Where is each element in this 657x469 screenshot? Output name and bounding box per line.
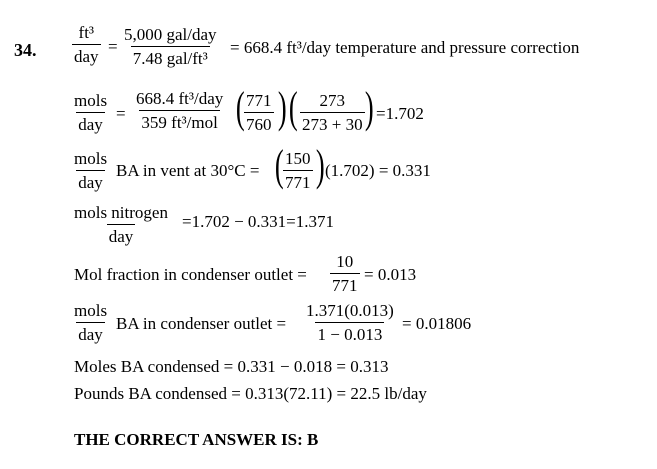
line5-label-text: Mol fraction in condenser outlet = [74,265,307,284]
line3-label-text: BA in vent at 30°C = [116,161,260,180]
line3-result-text: (1.702) = 0.331 [325,161,431,180]
fraction-numerator: 273 [319,91,346,110]
fraction-gal-conversion [122,26,219,68]
fraction-numerator: 10 [336,252,354,271]
left-paren: ( [235,83,245,132]
fraction-numerator: 668.4 ft³/day [136,89,224,108]
fraction-denominator: 760 [244,112,274,134]
fraction-volume-per-molar-volume [134,90,225,132]
equals-sign: = [116,104,126,123]
fraction-numerator: mols nitrogen [74,203,168,222]
fraction-numerator: 150 [285,149,311,168]
fraction-denominator: 771 [283,170,313,192]
equals-sign: = [108,37,118,56]
fraction-numerator: 5,000 gal/day [124,25,217,44]
line6-label-text: BA in condenser outlet = [116,314,287,333]
fraction-denominator: 771 [330,273,360,295]
fraction-denominator: 359 ft³/mol [139,110,219,132]
fraction-denominator: day [72,44,101,66]
fraction-mol-fraction [330,253,360,295]
line6-result-text: = 0.01806 [402,314,472,333]
fraction-mole-ratio [283,150,313,192]
fraction-denominator: day [76,112,105,134]
fraction-denominator: day [76,322,105,344]
line2-result-text: =1.702 [376,104,424,123]
line1-result-text: = 668.4 ft³/day temperature and pressure correction [230,38,580,57]
fraction-numerator: 771 [246,91,272,110]
fraction-denominator: 1 − 0.013 [315,322,384,344]
question-number: 34. [14,40,37,60]
fraction-numerator: mols [74,149,108,168]
fraction-ft3-per-day [72,24,101,66]
left-paren: ( [288,83,298,132]
correct-answer: THE CORRECT ANSWER IS: B [74,430,319,449]
fraction-temperature-ratio [300,92,365,134]
right-paren: ) [277,83,287,132]
fraction-numerator: ft³ [78,23,95,42]
line5-result-text: = 0.013 [364,265,417,284]
fraction-mols-per-day [72,150,109,192]
right-paren: ) [364,83,374,132]
fraction-mols-nitrogen-per-day [72,204,170,246]
right-paren: ) [315,141,325,190]
fraction-numerator: 1.371(0.013) [306,301,394,320]
fraction-mols-per-day [72,302,109,344]
left-paren: ( [274,141,284,190]
fraction-pressure-ratio [244,92,274,134]
fraction-condenser-outlet [304,302,396,344]
fraction-denominator: 7.48 gal/ft³ [131,46,210,68]
line4-result-text: =1.702 − 0.331=1.371 [182,212,335,231]
fraction-denominator: day [107,224,136,246]
fraction-numerator: mols [74,91,108,110]
fraction-numerator: mols [74,301,108,320]
line8-text: Pounds BA condensed = 0.313(72.11) = 22.5 lb/day [74,384,427,403]
fraction-denominator: 273 + 30 [300,112,365,134]
line7-text: Moles BA condensed = 0.331 − 0.018 = 0.313 [74,357,389,376]
fraction-mols-per-day [72,92,109,134]
fraction-denominator: day [76,170,105,192]
